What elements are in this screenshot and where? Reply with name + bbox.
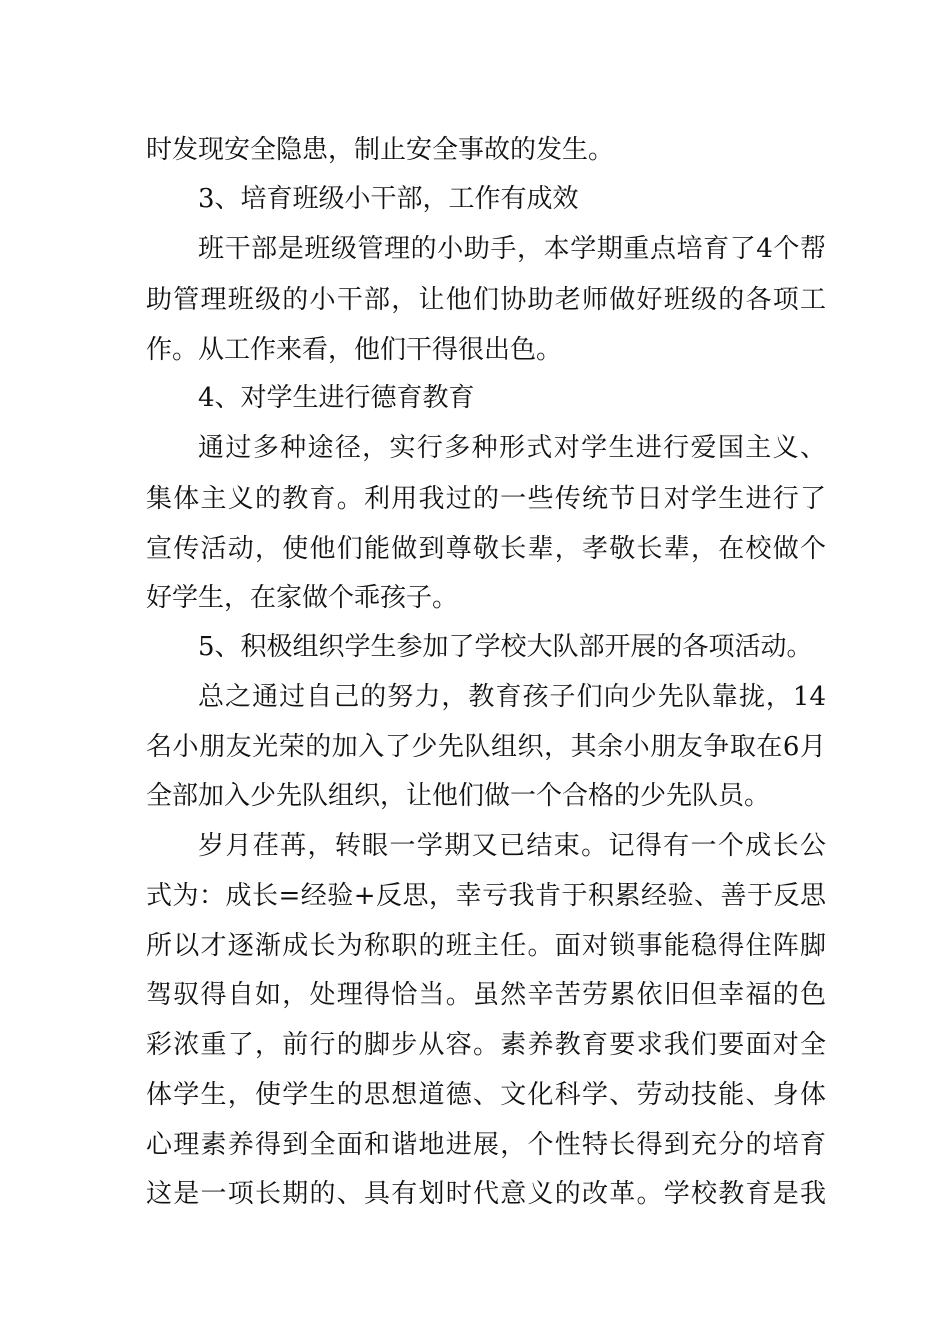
- text-line: 心理素养得到全面和谐地进展，个性特长得到充分的培育: [146, 1130, 826, 1160]
- text-line: 体学生，使学生的思想道德、文化科学、劳动技能、身体: [146, 1080, 826, 1110]
- text-line: 时发现安全隐患，制止安全事故的发生。: [146, 135, 615, 165]
- text-line: 全部加入少先队组织，让他们做一个合格的少先队员。: [146, 781, 771, 811]
- text-line: 宣传活动，使他们能做到尊敬长辈，孝敬长辈，在校做个: [146, 534, 826, 564]
- section-heading: 4、对学生进行德育教育: [198, 383, 475, 413]
- text-line: 班干部是班级管理的小助手，本学期重点培育了4个帮: [198, 234, 826, 264]
- text-line: 岁月荏苒，转眼一学期又已结束。记得有一个成长公: [198, 831, 826, 861]
- text-line: 作。从工作来看，他们干得很出色。: [146, 335, 563, 365]
- text-line: 这是一项长期的、具有划时代意义的改革。学校教育是我: [146, 1179, 826, 1209]
- text-line: 所以才逐渐成长为称职的班主任。面对锁事能稳得住阵脚: [146, 931, 826, 961]
- text-line: 总之通过自己的努力，教育孩子们向少先队靠拢，14: [198, 682, 826, 712]
- text-line: 式为：成长=经验+反思，幸亏我肯于积累经验、善于反思: [146, 881, 826, 911]
- text-line: 通过多种途径，实行多种形式对学生进行爱国主义、: [198, 433, 826, 463]
- section-heading: 5、积极组织学生参加了学校大队部开展的各项活动。: [198, 632, 813, 662]
- text-line: 集体主义的教育。利用我过的一些传统节日对学生进行了: [146, 484, 826, 514]
- section-heading: 3、培育班级小干部，工作有成效: [198, 184, 579, 214]
- text-line: 驾驭得自如，处理得恰当。虽然辛苦劳累依旧但幸福的色: [146, 980, 826, 1010]
- text-line: 好学生，在家做个乖孩子。: [146, 583, 459, 613]
- text-line: 名小朋友光荣的加入了少先队组织，其余小朋友争取在6月: [146, 732, 826, 762]
- text-line: 助管理班级的小干部，让他们协助老师做好班级的各项工: [146, 285, 826, 315]
- text-line: 彩浓重了，前行的脚步从容。素养教育要求我们要面对全: [146, 1030, 826, 1060]
